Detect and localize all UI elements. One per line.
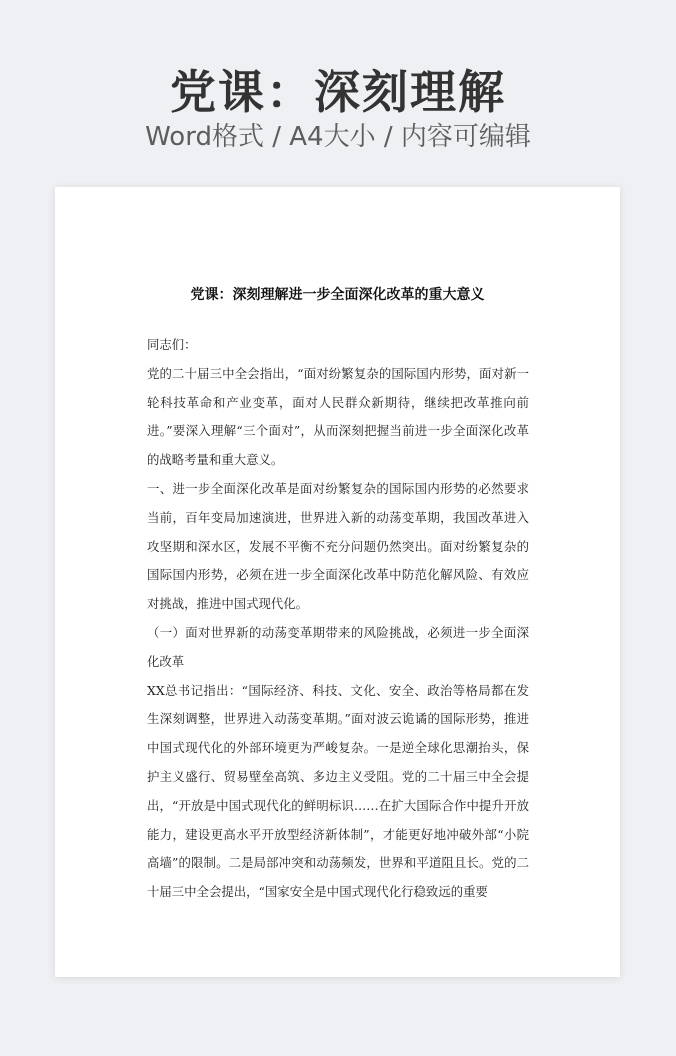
document-page <box>55 187 620 977</box>
subsection-heading-1: （一）面对世界新的动荡变革期带来的风险挑战，必须进一步全面深化改革 <box>147 624 529 669</box>
salutation: 同志们： <box>147 337 197 352</box>
banner-title: 党课：深刻理解 <box>170 65 506 119</box>
paragraph-intro: 党的二十届三中全会指出，“面对纷繁复杂的国际国内形势，面对新一轮科技革命和产业变革，面对人民群众新期待，继续把改革推向前进。”要深入理解“三个面对”，从而深刻把握当前进一步全面深化改革的战略考量和重大意义。 <box>147 365 529 468</box>
document-body <box>147 331 529 907</box>
banner-subtitle: Word格式 / A4大小 / 内容可编辑 <box>145 122 531 152</box>
section-heading-1: 一、进一步全面深化改革是面对纷繁复杂的国际国内形势的必然要求当前，百年变局加速演进，世界进入新的动荡变革期，我国改革进入攻坚期和深水区，发展不平衡不充分问题仍然突出。面对纷繁复杂的国际国内形势，必须在进一步全面深化改革中防范化解风险、有效应对挑战，推进中国式现代化。 <box>147 480 529 612</box>
header-banner <box>0 0 676 186</box>
paragraph-body: XX总书记指出：“国际经济、科技、文化、安全、政治等格局都在发生深刻调整，世界进入动荡变革期。”面对波云诡谲的国际形势，推进中国式现代化的外部环境更为严峻复杂。一是逆全球化思潮抬头，保护主义盛行、贸易壁垒高筑、多边主义受阻。党的二十届三中全会提出，“开放是中国式现代化的鲜明标识……在扩大国际合作中提升开放能力，建设更高水平开放型经济新体制”，才能更好地冲破外部“小院高墙”的限制。二是局部冲突和动荡频发，世界和平道阻且长。党的二十届三中全会提出，“国家安全是中国式现代化行稳致远的重要 <box>147 682 529 900</box>
document-title: 党课：深刻理解进一步全面深化改革的重大意义 <box>190 287 485 303</box>
